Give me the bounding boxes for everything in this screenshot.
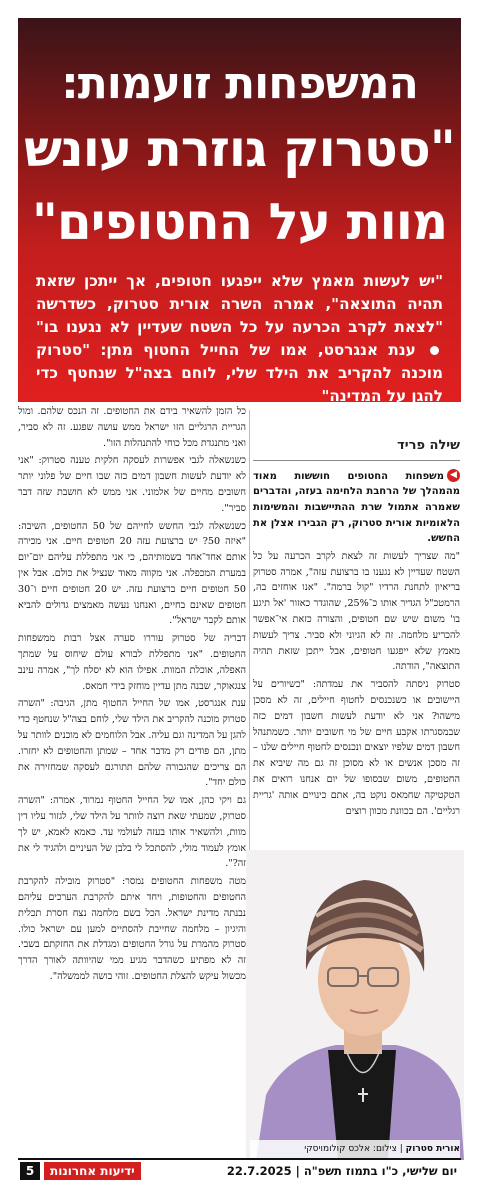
bullet-icon: [430, 346, 439, 355]
portrait-illustration: [246, 850, 464, 1160]
caption-name: אורית סטרוק: [405, 1144, 460, 1154]
article-column-left: [18, 404, 246, 987]
body-paragraph: ענת אנגרסט, אמו של החייל החטוף מתן, הגיבה: "השרה סטרוק מוכנה להקריב את הילד שלי, לוחם בצה"ל שנחטף כדי להגן על המדינה וגם עליה. אבל הלוחמים לא מוכנים לוותר על מתן, הם פודים רק מדבר אחד – שמתן והחטופים לא יחזרו. הם צריכים שהגבורה שלהם תתורגם לעסקה שמחזירה את כולם יחד".: [18, 698, 246, 789]
arrow-left-icon: ◀: [447, 469, 460, 482]
body-paragraph: כשנשאלה לגבי החשש לחייהם של 50 החטופים, השיבה: "איזה 50? יש ברצועת עזה 20 חטופים חיים. אני מכירה אותם אחד־אחד בשמותיהם, כי אני מתפללת עליהם יום־יום במערת המכפלה. אני מקווה מאוד שנציל את כולם. אבל אין 50 חטופים חיים ברצועת עזה. יש 20 חטופים חיים ו־30 חטופים שאינם בחיים, ואנחנו נעשה מאמצים גדולים להביא אותם לקבר ישראל".: [18, 520, 246, 627]
byline: שילה פריד: [253, 438, 460, 461]
body-paragraph: "מה שצריך לעשות זה לצאת לקרב הכרעה על כל השטח שעדיין לא נגענו בו ברצועת עזה", אמרה סטרוק בריאיון לתחנת הרדיו "קול ברמה". "אנו אוחזים בה, הרמטכ"ל הגדיר אותו כ־25%, שהוגדר כאזור 'אל תיגע בו' משום שיש שם חטופים, והצורה כזאת אי־אפשר להכריע מלחמה. זה לא הגיוני ולא סביר. צריך לעשות מאמץ שלא ייפגעו חטופים, אבל ייתכן שזאת תהיה התוצאה", הודתה.: [253, 550, 460, 673]
portrait-photo: [246, 850, 464, 1160]
body-paragraph: כשנשאלה לגבי אפשרות לעסקה חלקית טענה סטרוק: "אני לא יודעת לעשות חשבון דמים כזה שבו חיים של פלוני יותר חשובים מחיים של אלמוני. אני ממש לא חושבת שזה דבר סביר".: [18, 455, 246, 514]
body-paragraph: סטרוק ניסתה להסביר את עמדתה: "כשיורים על היישובים או כשנכנסים לחטוף חיילים, זה לא מסכן מישהו? אני לא יודעת לעשות חשבון דמים כזה שבמסגרתו אקבע חיים של מי חשובים יותר. כשמתנהל חשבון דמים שלפיו יוצאים ונכנסים לחטוף חיילים שלנו – זה מסכן אנשים או לא מסוכן זה גם מה שיביא את החטופים, משום שבסופו של יום אנחנו רואים את הטקטיקה שחמאס נוקט בה, אתם כינויים אותה 'גריית רגליים'. הם בכוונת מכוון רוצים: [253, 679, 460, 817]
headline: [18, 56, 461, 258]
subhead-part-1: "יש לעשות מאמץ שלא ייפגעו חטופים, אך ייתכן שזאת תהיה התוצאה", אמרה השרה אורית סטרוק, כשדרשה "לצאת לקרב הכרעה על כל השטח שעדיין לא נגענו בו": [36, 272, 443, 336]
page-footer: [18, 1158, 461, 1182]
subheadline: [36, 270, 443, 408]
caption-credit: צילום: אלכס קולומויסקי: [304, 1144, 397, 1154]
body-paragraph: מטה משפחות החטופים נמסר: "סטרוק מובילה להקרבת החטופים והחטופות, ויחד איתם להקרבת הערכים עליהם נבנתה מדינת ישראל. הכל בשם מלחמה נצח חסרת תכלית והיגיון – מלחמה שחייבת להסתיים למען עם ישראל כולו. סטרוק מהמרת על גורל החטופים ומגדלת את החזקתם בשבי. זה לא מפתיע כשהדבר מגיע ממי שהיוותה לאורך הדרך מכשול עיקש להצלת החטופים. זוהי בושה לממשלה".: [18, 876, 246, 982]
headline-banner: [18, 18, 461, 405]
body-paragraph: כל הזמן להשאיר בידם את החטופים. זה הנכס שלהם. ומול הגריית הרגליים הזו ישראל ממש עושה שפגע. זה לא סביר, ואני מתנגדת מכל כוחי להתנהלות הזו".: [18, 406, 246, 449]
article-column-right: [253, 404, 460, 821]
headline-line-2: "סטרוק גוזרת עונש: [24, 120, 455, 178]
headline-line-1: המשפחות זועמות:: [61, 58, 418, 109]
footer-date: יום שלישי, כ"ו בתמוז תשפ"ה | 22.7.2025: [226, 1164, 457, 1178]
headline-line-3: מוות על החטופים": [31, 193, 448, 251]
photo-caption: [250, 1140, 460, 1158]
caption-separator: |: [396, 1144, 403, 1154]
body-paragraph: דבריה של סטרוק עוררו סערה אצל רבות ממשפחות החטופים. "אני מתפללת לבורא עולם שיחוס על שמתך האפלה, אוכלת המוות. אפילו הוא לא יסלח לך", אמרה עינב צנגאוקר, שבנה מתן עדיין מוחזק בידי חמאס.: [18, 633, 246, 692]
lead-text: משפחות החטופים חוששות מאוד מהמהלך של הרחבת הלחימה בעזה, והדברים שאמרה אתמול שרת ההתיישבות והמשימות הלאומיות אורית סטרוק, רק הגבירו אצלן את החשש.: [253, 470, 460, 545]
newspaper-brand: ידיעות אחרונות: [44, 1162, 141, 1180]
page-number: 5: [20, 1162, 40, 1180]
lead-paragraph: [253, 469, 460, 547]
subhead-part-2: ענת אנגרסט, אמו של החייל החטוף מתן: "סטרוק מוכנה להקריב את הילד שלי, לוחם בצה"ל שנחטף כדי להגן על המדינה": [36, 341, 443, 405]
column-divider: [249, 410, 250, 850]
body-paragraph: גם ויקי כהן, אמו של החייל החטוף נמרוד, אמרה: "השרה סטרוק, שמעתי שאת רוצה לוותר על הילד שלי, לגזור עליו דין מוות, ולהשאיר אותו בעזה לעולמי עד. כאמא לאמא, יש לך אומץ לעמוד מולי, להסתכל לי בלבן של העיניים ולהגיד לי את זה?".: [18, 795, 246, 870]
